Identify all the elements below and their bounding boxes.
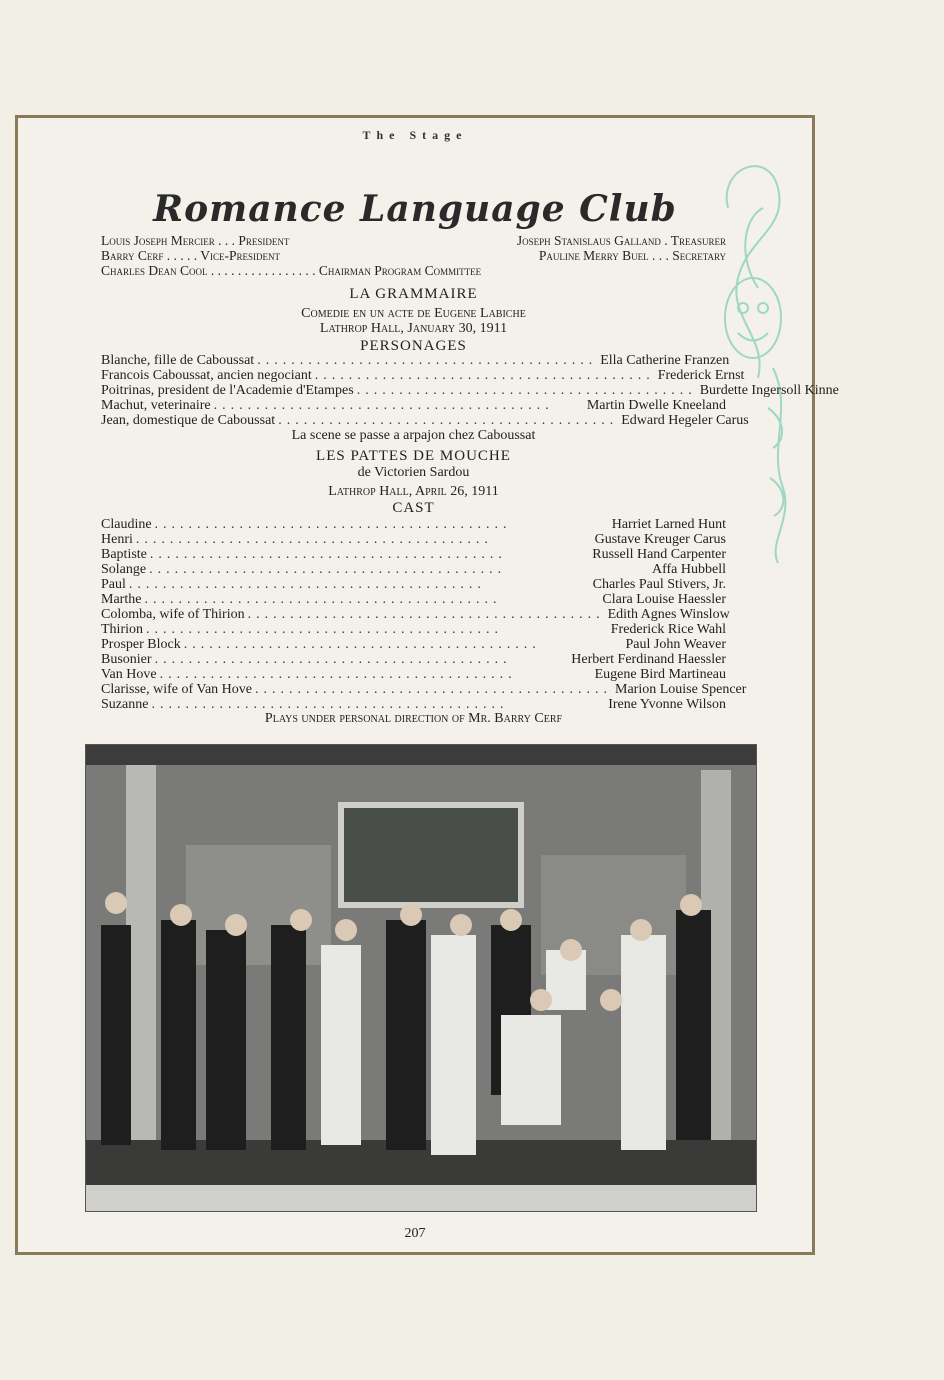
- play1-venue: Lathrop Hall, January 30, 1911: [319, 321, 508, 336]
- cast-row: Thirion .......................................... Frederick Rice Wahl: [101, 622, 726, 637]
- cast-actor: Burdette Ingersoll Kinne: [699, 383, 839, 398]
- officer-row: [101, 263, 726, 278]
- cast-row: Suzanne .......................................... Irene Yvonne Wilson: [101, 697, 726, 712]
- cast-row: Francois Caboussat, ancien negociant ........................................ Frederick Ernst: [101, 368, 745, 383]
- cast-actor: Clara Louise Haessler: [602, 592, 726, 607]
- cast-actor: Frederick Ernst: [657, 368, 745, 383]
- play2-title: LES PATTES DE MOUCHE: [316, 448, 511, 464]
- officer-left: Louis Joseph Mercier . . . President: [101, 233, 290, 248]
- running-header: The Stage: [362, 128, 468, 142]
- play1-note: La scene se passe a arpajon chez Caboussat: [291, 428, 536, 443]
- cast-role: Prosper Block: [101, 637, 181, 652]
- cast-actor: Gustave Kreuger Carus: [594, 532, 726, 547]
- cast-row: Blanche, fille de Caboussat ........................................ Ella Catherine Franzen: [101, 353, 730, 368]
- cast-actor: Harriet Larned Hunt: [611, 517, 726, 532]
- cast-role: Machut, veterinaire: [101, 398, 211, 413]
- cast-role: Jean, domestique de Caboussat: [101, 413, 276, 428]
- cast-row: Van Hove .......................................... Eugene Bird Martineau: [101, 667, 726, 682]
- cast-actor: Marion Louise Spencer: [615, 682, 747, 697]
- cast-actor: Charles Paul Stivers, Jr.: [592, 577, 726, 592]
- cast-role: Suzanne: [101, 697, 149, 712]
- cast-role: Marthe: [101, 592, 142, 607]
- cast-row: Jean, domestique de Caboussat ........................................ Edward Hegeler Carus: [101, 413, 749, 428]
- cast-row: Baptiste .......................................... Russell Hand Carpenter: [101, 547, 726, 562]
- cast-role: Solange: [101, 562, 147, 577]
- officers-list: [101, 233, 726, 278]
- cast-role: Thirion: [101, 622, 143, 637]
- officer-right: Joseph Stanislaus Galland . Treasurer: [516, 233, 726, 248]
- play2-author: de Victorien Sardou: [357, 465, 470, 480]
- cast-actor: Martin Dwelle Kneeland: [586, 398, 726, 413]
- director-credit: Plays under personal direction of Mr. Barry Cerf: [264, 711, 563, 726]
- cast-row: Henri .......................................... Gustave Kreuger Carus: [101, 532, 726, 547]
- cast-role: Claudine: [101, 517, 152, 532]
- officer-left: Charles Dean Cool . . . . . . . . . . . . . . . . Chairman Program Committee: [101, 263, 482, 278]
- cast-role: Colomba, wife of Thirion: [101, 607, 245, 622]
- officer-left: Barry Cerf . . . . . Vice-President: [101, 248, 281, 263]
- play1-cast-list: [101, 353, 839, 428]
- officer-row: [101, 248, 726, 263]
- cast-row: Solange .......................................... Affa Hubbell: [101, 562, 726, 577]
- cast-actor: Edward Hegeler Carus: [621, 413, 749, 428]
- cast-actor: Frederick Rice Wahl: [610, 622, 726, 637]
- cast-photo-drawing: [86, 745, 756, 1211]
- cast-row: Clarisse, wife of Van Hove .......................................... Marion Louise Spencer: [101, 682, 747, 697]
- cast-actor: Irene Yvonne Wilson: [608, 697, 726, 712]
- cast-actor: Eugene Bird Martineau: [594, 667, 726, 682]
- officer-row: [101, 233, 726, 248]
- cast-row: Busonier .......................................... Herbert Ferdinand Haessler: [101, 652, 726, 667]
- play1-section: PERSONAGES: [360, 338, 467, 354]
- cast-role: Francois Caboussat, ancien negociant: [101, 368, 312, 383]
- cast-actor: Russell Hand Carpenter: [592, 547, 726, 562]
- cast-role: Busonier: [101, 652, 152, 667]
- play2-venue: Lathrop Hall, April 26, 1911: [328, 484, 499, 499]
- cast-row: Marthe .......................................... Clara Louise Haessler: [101, 592, 726, 607]
- cast-role: Van Hove: [101, 667, 157, 682]
- officer-right: Pauline Merry Buel . . . Secretary: [538, 248, 726, 263]
- cast-actor: Herbert Ferdinand Haessler: [571, 652, 726, 667]
- cast-row: Machut, veterinaire ........................................ Martin Dwelle Kneeland: [101, 398, 726, 413]
- cast-row: Poitrinas, president de l'Academie d'Etampes ........................................ Burdette Ingersoll Kinne: [101, 383, 839, 398]
- cast-actor: Affa Hubbell: [652, 562, 726, 577]
- cast-row: Claudine .......................................... Harriet Larned Hunt: [101, 517, 726, 532]
- cast-actor: Paul John Weaver: [625, 637, 726, 652]
- club-title: Romance Language Club: [153, 188, 677, 230]
- cast-role: Henri: [101, 532, 133, 547]
- cast-row: Colomba, wife of Thirion .......................................... Edith Agnes Winslow: [101, 607, 730, 622]
- cast-role: Blanche, fille de Caboussat: [101, 353, 255, 368]
- cast-row: Prosper Block .......................................... Paul John Weaver: [101, 637, 726, 652]
- cast-row: Paul .......................................... Charles Paul Stivers, Jr.: [101, 577, 726, 592]
- page-frame: [15, 115, 839, 1255]
- cast-role: Baptiste: [101, 547, 147, 562]
- cast-actor: Edith Agnes Winslow: [607, 607, 730, 622]
- cast-role: Poitrinas, president de l'Academie d'Etampes: [101, 383, 354, 398]
- play1-subtitle: Comedie en un acte de Eugene Labiche: [301, 306, 526, 321]
- play1-title: LA GRAMMAIRE: [349, 286, 478, 302]
- cast-photograph: [85, 744, 757, 1212]
- cast-actor: Ella Catherine Franzen: [600, 353, 730, 368]
- cast-role: Clarisse, wife of Van Hove: [101, 682, 252, 697]
- play2-section: CAST: [392, 500, 435, 516]
- page-number: 207: [404, 1226, 426, 1241]
- play2-cast-list: [101, 517, 747, 712]
- cast-role: Paul: [101, 577, 126, 592]
